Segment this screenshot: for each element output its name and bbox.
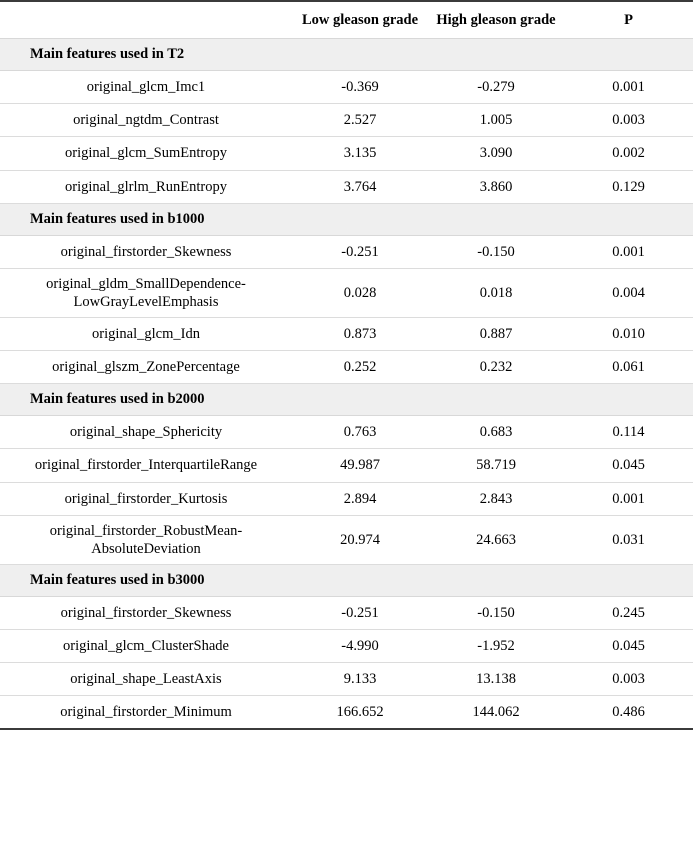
table-row xyxy=(0,663,693,696)
low-grade-value: 166.652 xyxy=(292,696,428,730)
table-row xyxy=(0,416,693,449)
low-grade-value: -0.251 xyxy=(292,235,428,268)
table-row xyxy=(0,235,693,268)
low-grade-value: 2.894 xyxy=(292,482,428,515)
column-header-feature xyxy=(0,1,292,39)
p-value: 0.114 xyxy=(564,416,693,449)
table-body xyxy=(0,39,693,730)
high-grade-value: 144.062 xyxy=(428,696,564,730)
p-value: 0.001 xyxy=(564,482,693,515)
feature-name: original_firstorder_Skewness xyxy=(0,235,292,268)
feature-name: original_glcm_ClusterShade xyxy=(0,630,292,663)
feature-name: original_firstorder_InterquartileRange xyxy=(0,449,292,482)
table-row xyxy=(0,596,693,629)
p-value: 0.003 xyxy=(564,663,693,696)
p-value: 0.003 xyxy=(564,104,693,137)
p-value: 0.002 xyxy=(564,137,693,170)
feature-name: original_ngtdm_Contrast xyxy=(0,104,292,137)
low-grade-value: 49.987 xyxy=(292,449,428,482)
table-section-row xyxy=(0,39,693,71)
table-row xyxy=(0,515,693,564)
feature-name: original_glszm_ZonePercentage xyxy=(0,351,292,384)
high-grade-value: 58.719 xyxy=(428,449,564,482)
feature-name: original_firstorder_Skewness xyxy=(0,596,292,629)
feature-name: original_gldm_SmallDependence-LowGrayLevelEmphasis xyxy=(0,268,292,317)
p-value: 0.045 xyxy=(564,630,693,663)
p-value: 0.129 xyxy=(564,170,693,203)
table-row xyxy=(0,71,693,104)
high-grade-value: 3.090 xyxy=(428,137,564,170)
table-row xyxy=(0,137,693,170)
low-grade-value: 0.873 xyxy=(292,318,428,351)
table-section-row xyxy=(0,384,693,416)
high-grade-value: 13.138 xyxy=(428,663,564,696)
feature-name: original_shape_Sphericity xyxy=(0,416,292,449)
low-grade-value: -0.369 xyxy=(292,71,428,104)
table-row xyxy=(0,696,693,730)
low-grade-value: 0.252 xyxy=(292,351,428,384)
section-label: Main features used in b3000 xyxy=(0,564,693,596)
column-header-p: P xyxy=(624,12,633,28)
table-row xyxy=(0,630,693,663)
feature-name: original_firstorder_Kurtosis xyxy=(0,482,292,515)
p-value: 0.001 xyxy=(564,235,693,268)
low-grade-value: 9.133 xyxy=(292,663,428,696)
column-header-high-gleason-grade: High gleason grade xyxy=(436,12,556,28)
feature-name: original_firstorder_RobustMean-AbsoluteDeviation xyxy=(0,515,292,564)
feature-name: original_shape_LeastAxis xyxy=(0,663,292,696)
low-grade-value: 2.527 xyxy=(292,104,428,137)
table-row xyxy=(0,268,693,317)
table-row xyxy=(0,104,693,137)
table-header-row xyxy=(0,1,693,39)
table-row xyxy=(0,351,693,384)
high-grade-value: -0.279 xyxy=(428,71,564,104)
low-grade-value: 3.135 xyxy=(292,137,428,170)
section-label: Main features used in b2000 xyxy=(0,384,693,416)
section-label: Main features used in b1000 xyxy=(0,203,693,235)
high-grade-value: -1.952 xyxy=(428,630,564,663)
high-grade-value: 24.663 xyxy=(428,515,564,564)
table-section-row xyxy=(0,203,693,235)
high-grade-value: 0.232 xyxy=(428,351,564,384)
table-row xyxy=(0,449,693,482)
feature-name: original_glrlm_RunEntropy xyxy=(0,170,292,203)
table-section-row xyxy=(0,564,693,596)
section-label: Main features used in T2 xyxy=(0,39,693,71)
column-header-low-gleason-grade: Low gleason grade xyxy=(302,12,418,28)
p-value: 0.045 xyxy=(564,449,693,482)
p-value: 0.010 xyxy=(564,318,693,351)
high-grade-value: -0.150 xyxy=(428,596,564,629)
low-grade-value: -0.251 xyxy=(292,596,428,629)
table-row xyxy=(0,318,693,351)
high-grade-value: 0.018 xyxy=(428,268,564,317)
p-value: 0.001 xyxy=(564,71,693,104)
p-value: 0.031 xyxy=(564,515,693,564)
low-grade-value: 20.974 xyxy=(292,515,428,564)
table-row xyxy=(0,170,693,203)
high-grade-value: 0.683 xyxy=(428,416,564,449)
low-grade-value: 0.028 xyxy=(292,268,428,317)
table-row xyxy=(0,482,693,515)
high-grade-value: -0.150 xyxy=(428,235,564,268)
high-grade-value: 0.887 xyxy=(428,318,564,351)
feature-name: original_firstorder_Minimum xyxy=(0,696,292,730)
table-header xyxy=(0,1,693,39)
feature-name: original_glcm_Idn xyxy=(0,318,292,351)
feature-name: original_glcm_SumEntropy xyxy=(0,137,292,170)
low-grade-value: -4.990 xyxy=(292,630,428,663)
p-value: 0.061 xyxy=(564,351,693,384)
low-grade-value: 3.764 xyxy=(292,170,428,203)
p-value: 0.486 xyxy=(564,696,693,730)
feature-name: original_glcm_Imc1 xyxy=(0,71,292,104)
p-value: 0.004 xyxy=(564,268,693,317)
high-grade-value: 1.005 xyxy=(428,104,564,137)
high-grade-value: 3.860 xyxy=(428,170,564,203)
high-grade-value: 2.843 xyxy=(428,482,564,515)
low-grade-value: 0.763 xyxy=(292,416,428,449)
p-value: 0.245 xyxy=(564,596,693,629)
